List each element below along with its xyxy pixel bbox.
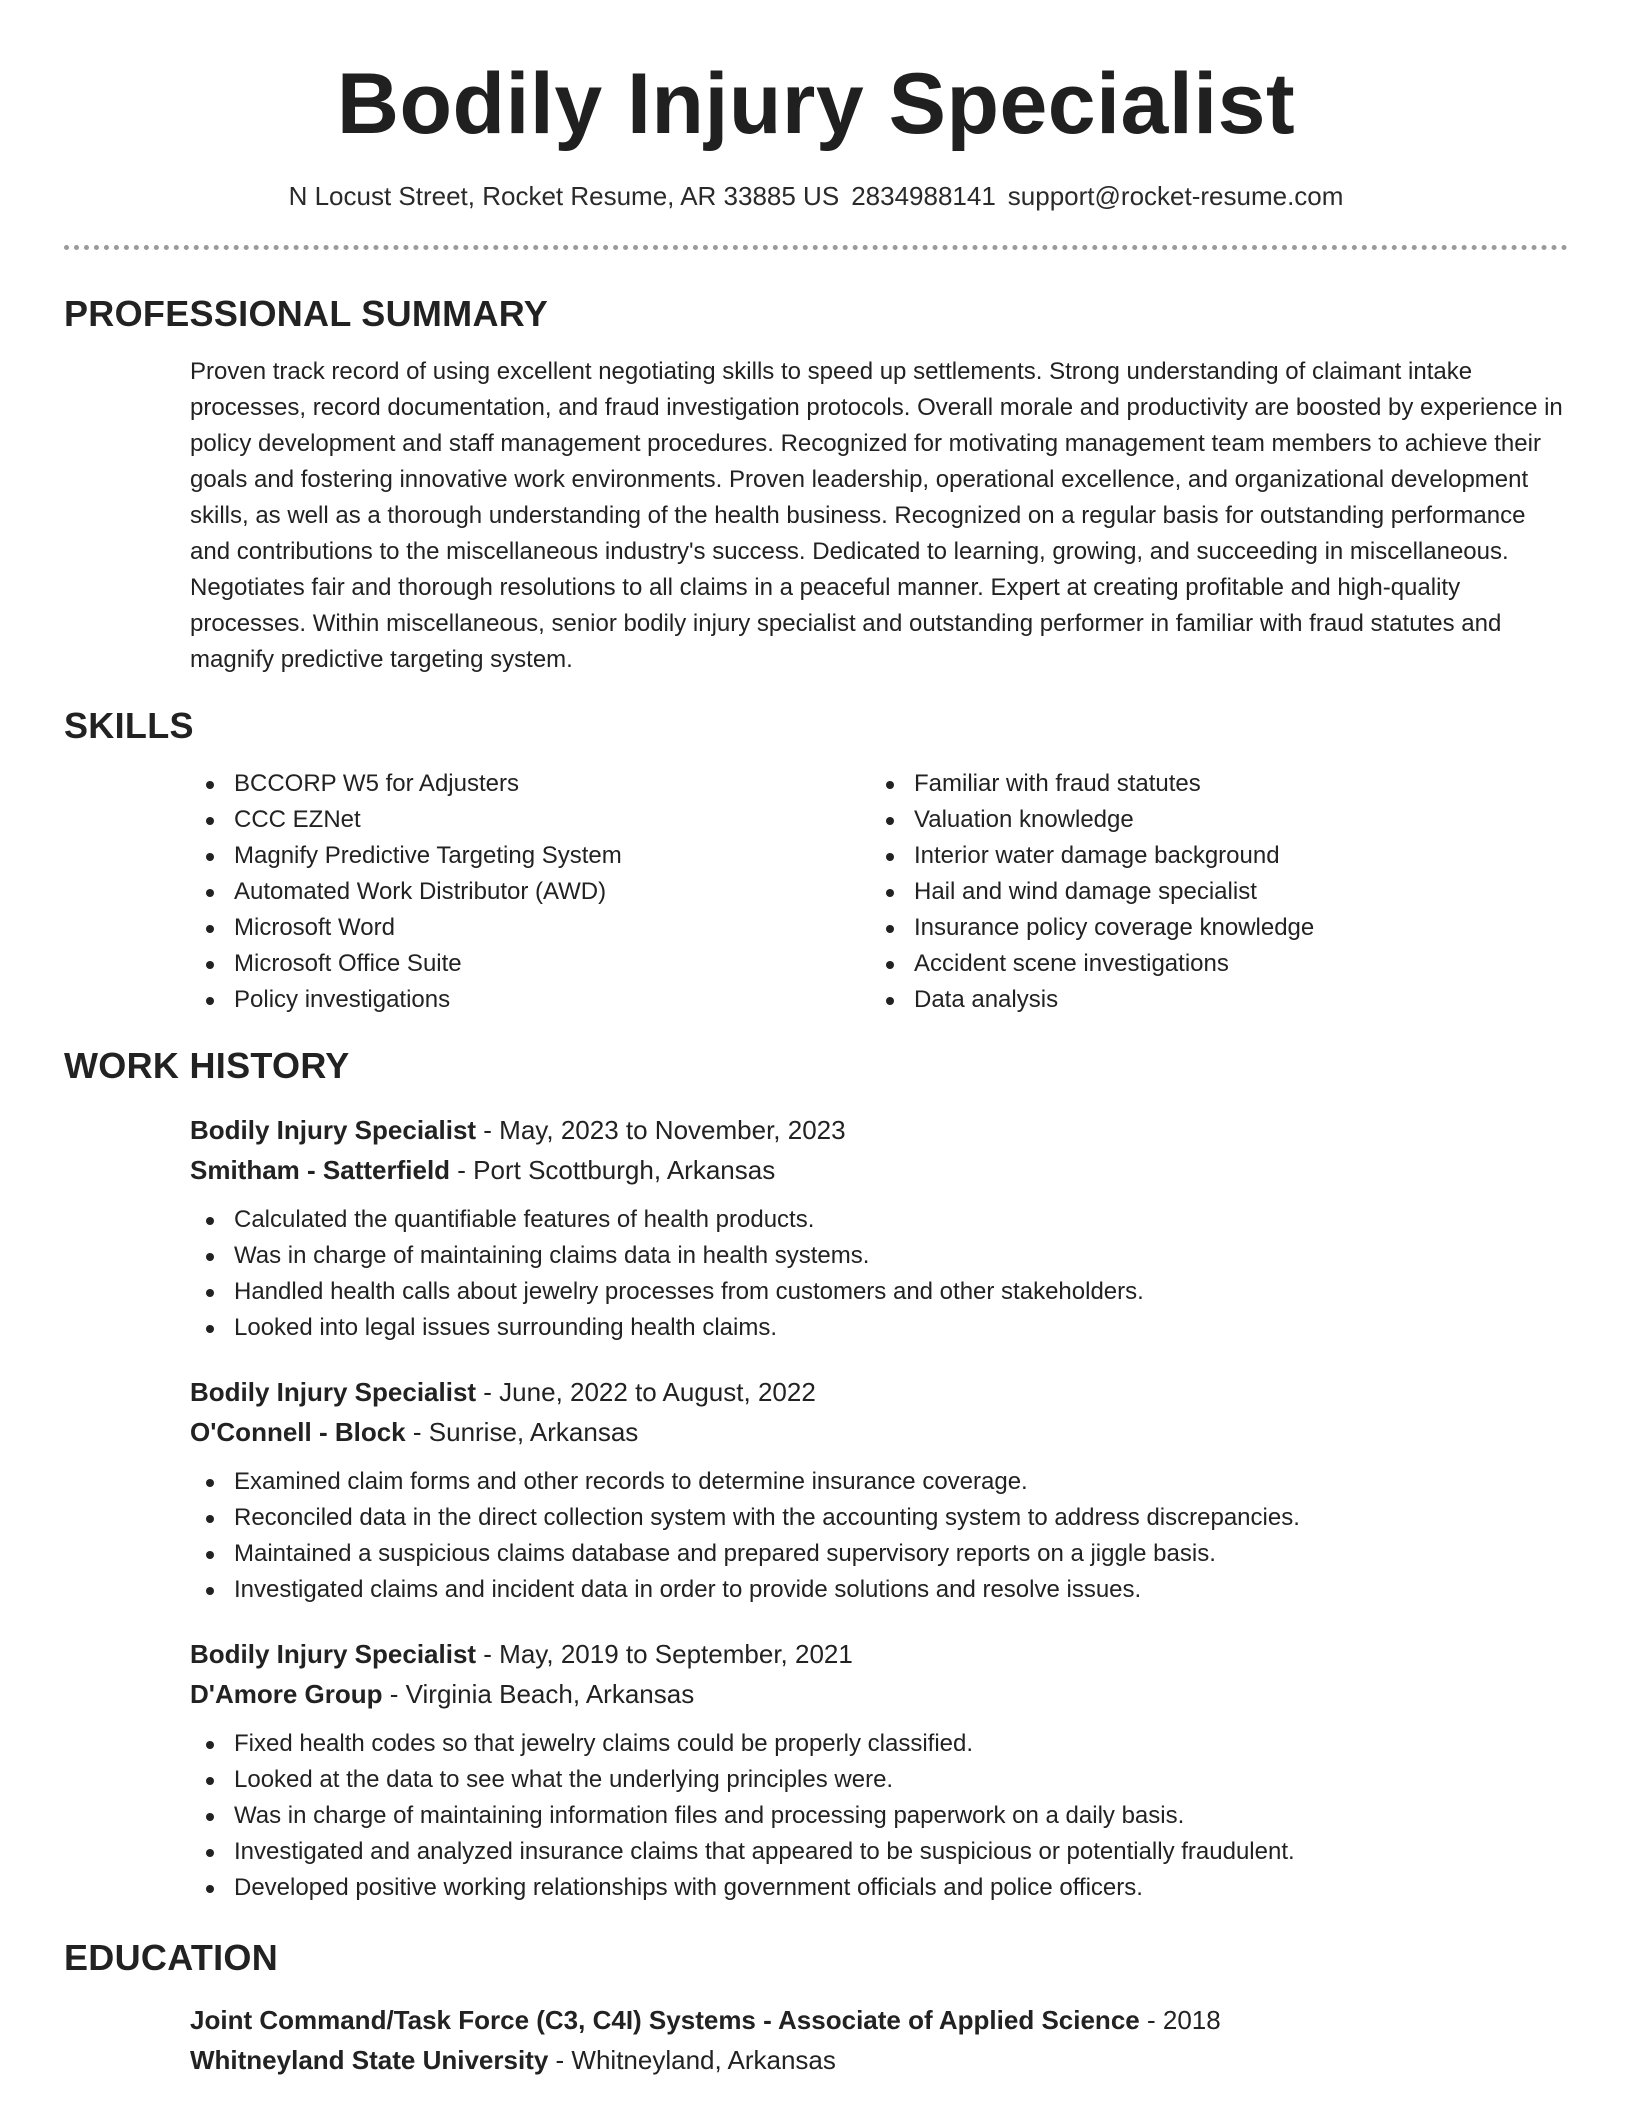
job-bullets bbox=[190, 1726, 1568, 1906]
job-bullets bbox=[190, 1464, 1568, 1608]
job-dates: - May, 2019 to September, 2021 bbox=[476, 1639, 853, 1669]
skill-item: BCCORP W5 for Adjusters bbox=[190, 766, 870, 802]
job-bullet: Reconciled data in the direct collection system with the accounting system to address discrepancies. bbox=[190, 1500, 1568, 1536]
education-entry bbox=[190, 2000, 1568, 2080]
job-location: - Sunrise, Arkansas bbox=[405, 1417, 639, 1447]
contact-address: N Locust Street, Rocket Resume, AR 33885 US bbox=[288, 181, 840, 211]
job-company: Smitham - Satterfield bbox=[190, 1155, 451, 1185]
job-dates: - June, 2022 to August, 2022 bbox=[476, 1377, 816, 1407]
job-title-line bbox=[190, 1634, 1568, 1674]
contact-phone: 2834988141 bbox=[851, 181, 996, 211]
skill-item: Familiar with fraud statutes bbox=[870, 766, 1550, 802]
job-bullet: Looked at the data to see what the underlying principles were. bbox=[190, 1762, 1568, 1798]
education-school-line bbox=[190, 2040, 1568, 2080]
job-bullet: Developed positive working relationships with government officials and police officers. bbox=[190, 1870, 1568, 1906]
job-entry bbox=[190, 1110, 1568, 1346]
skill-item: Insurance policy coverage knowledge bbox=[870, 910, 1550, 946]
contact-email[interactable]: support@rocket-resume.com bbox=[1007, 181, 1344, 211]
skill-item: Hail and wind damage specialist bbox=[870, 874, 1550, 910]
job-bullet: Fixed health codes so that jewelry claims could be properly classified. bbox=[190, 1726, 1568, 1762]
skill-item: Data analysis bbox=[870, 982, 1550, 1018]
job-bullet: Was in charge of maintaining claims data in health systems. bbox=[190, 1238, 1568, 1274]
job-company: O'Connell - Block bbox=[190, 1417, 406, 1447]
summary-heading: PROFESSIONAL SUMMARY bbox=[64, 293, 549, 334]
job-bullet: Investigated and analyzed insurance claims that appeared to be suspicious or potentially fraudulent. bbox=[190, 1834, 1568, 1870]
education-school: Whitneyland State University bbox=[190, 2045, 549, 2075]
resume-name: Bodily Injury Specialist bbox=[336, 56, 1296, 152]
job-company: D'Amore Group bbox=[190, 1679, 383, 1709]
job-company-line bbox=[190, 1150, 1568, 1190]
job-role: Bodily Injury Specialist bbox=[190, 1115, 477, 1145]
education-degree-line bbox=[190, 2000, 1568, 2040]
skill-item: CCC EZNet bbox=[190, 802, 870, 838]
job-title-line bbox=[190, 1110, 1568, 1150]
summary-text: Proven track record of using excellent negotiating skills to speed up settlements. Strong understanding of claimant intake processes, record documentation, and fraud investigation protocols. Overall morale and productivity are boosted by experience in policy development and staff management procedures. Recognized for motivating management team members to achieve their goals and fostering innovative work environments. Proven leadership, operational excellence, and organizational development skills, as well as a thorough understanding of the health business. Recognized on a regular basis for outstanding performance and contributions to the miscellaneous industry's success. Dedicated to learning, growing, and succeeding in miscellaneous. Negotiates fair and thorough resolutions to all claims in a peaceful manner. Expert at creating profitable and high-quality processes. Within miscellaneous, senior bodily injury specialist and outstanding performer in familiar with fraud statutes and magnify predictive targeting system. bbox=[190, 358, 1563, 673]
header-divider bbox=[64, 245, 1568, 250]
job-entry bbox=[190, 1634, 1568, 1906]
job-bullet: Was in charge of maintaining information files and processing paperwork on a daily basis. bbox=[190, 1798, 1568, 1834]
job-bullet: Looked into legal issues surrounding health claims. bbox=[190, 1310, 1568, 1346]
job-bullet: Examined claim forms and other records to determine insurance coverage. bbox=[190, 1464, 1568, 1500]
skills-list-left bbox=[190, 766, 870, 1018]
skill-item: Microsoft Office Suite bbox=[190, 946, 870, 982]
job-bullet: Investigated claims and incident data in order to provide solutions and resolve issues. bbox=[190, 1572, 1568, 1608]
skill-item: Automated Work Distributor (AWD) bbox=[190, 874, 870, 910]
job-bullet: Maintained a suspicious claims database and prepared supervisory reports on a jiggle basis. bbox=[190, 1536, 1568, 1572]
job-dates: - May, 2023 to November, 2023 bbox=[476, 1115, 846, 1145]
job-entry bbox=[190, 1372, 1568, 1608]
skill-item: Policy investigations bbox=[190, 982, 870, 1018]
job-location: - Port Scottburgh, Arkansas bbox=[450, 1155, 776, 1185]
education-location: - Whitneyland, Arkansas bbox=[548, 2045, 836, 2075]
skills-heading: SKILLS bbox=[64, 705, 194, 746]
job-bullet: Handled health calls about jewelry processes from customers and other stakeholders. bbox=[190, 1274, 1568, 1310]
job-bullet: Calculated the quantifiable features of health products. bbox=[190, 1202, 1568, 1238]
skill-item: Interior water damage background bbox=[870, 838, 1550, 874]
education-degree: Joint Command/Task Force (C3, C4I) Systems - Associate of Applied Science bbox=[190, 2005, 1140, 2035]
job-company-line bbox=[190, 1674, 1568, 1714]
job-company-line bbox=[190, 1412, 1568, 1452]
job-role: Bodily Injury Specialist bbox=[190, 1639, 477, 1669]
work-history-heading: WORK HISTORY bbox=[64, 1045, 350, 1086]
contact-line bbox=[64, 179, 1568, 213]
skills-list-right bbox=[870, 766, 1550, 1018]
education-year: - 2018 bbox=[1139, 2005, 1221, 2035]
job-bullets bbox=[190, 1202, 1568, 1346]
skill-item: Magnify Predictive Targeting System bbox=[190, 838, 870, 874]
job-title-line bbox=[190, 1372, 1568, 1412]
education-heading: EDUCATION bbox=[64, 1937, 279, 1978]
skill-item: Microsoft Word bbox=[190, 910, 870, 946]
skill-item: Valuation knowledge bbox=[870, 802, 1550, 838]
job-location: - Virginia Beach, Arkansas bbox=[382, 1679, 695, 1709]
skills-columns bbox=[190, 766, 1568, 1018]
job-role: Bodily Injury Specialist bbox=[190, 1377, 477, 1407]
skill-item: Accident scene investigations bbox=[870, 946, 1550, 982]
